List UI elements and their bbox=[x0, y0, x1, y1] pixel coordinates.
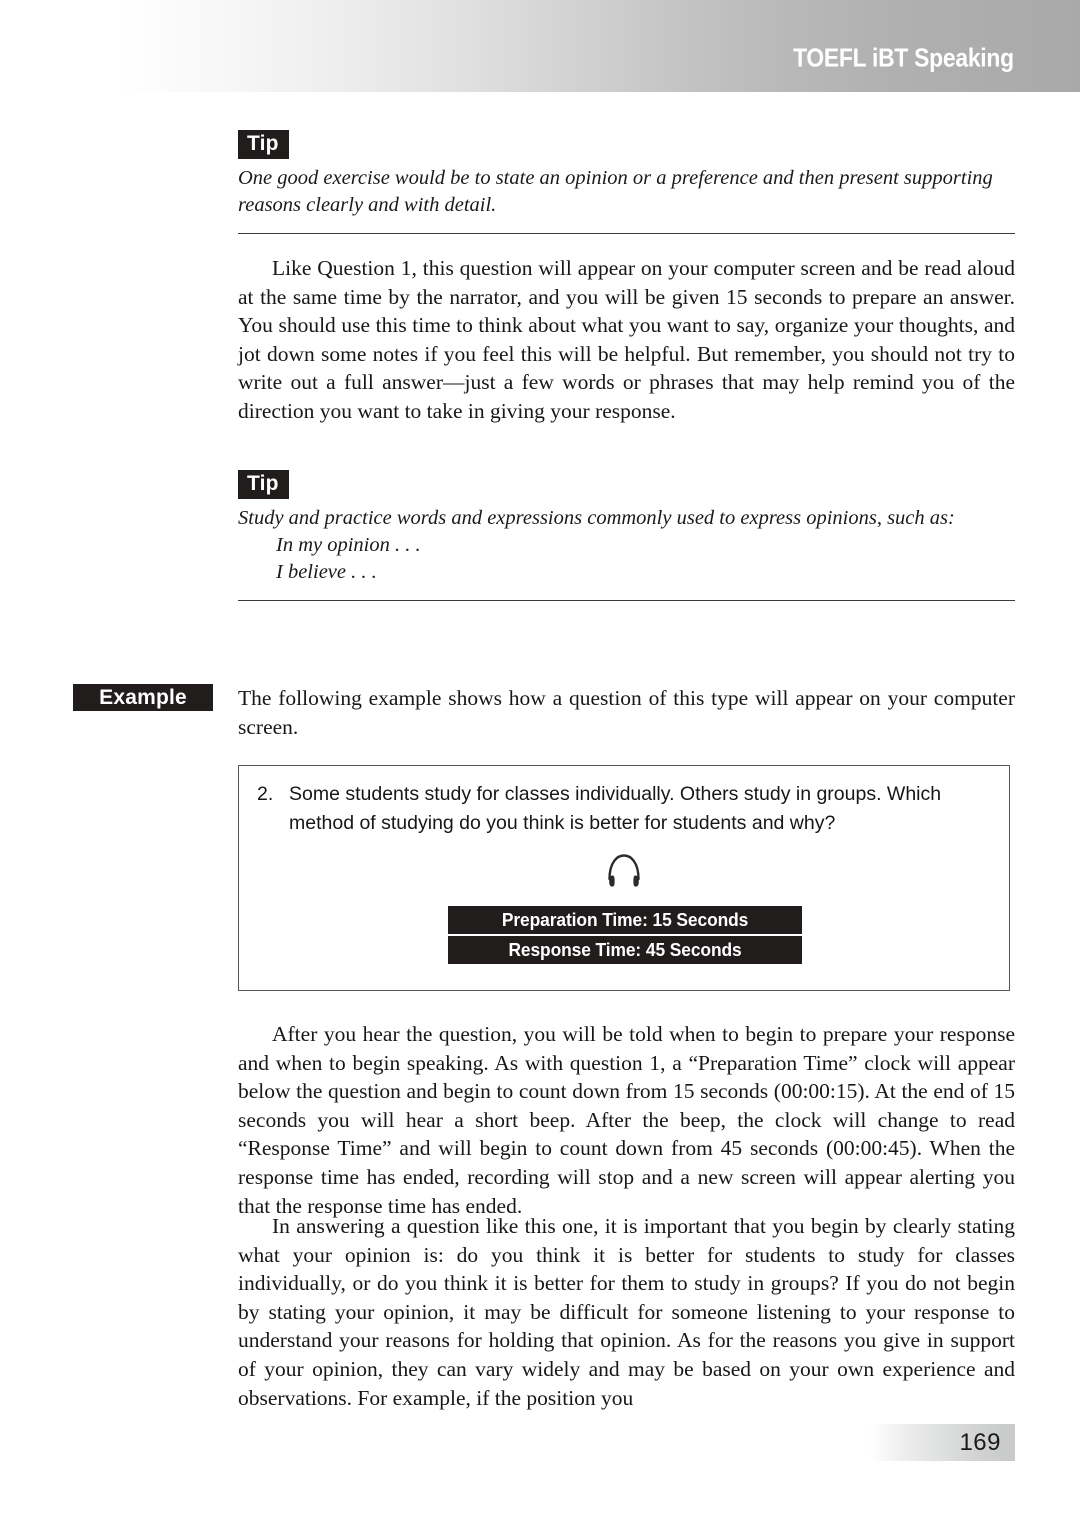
tip-divider bbox=[238, 233, 1015, 234]
paragraph-timing-explanation: After you hear the question, you will be told when to begin to prepare your response and when to begin speaking. As with question 1, a “Preparation Time” clock will appear below the question and begin to count down from 15 seconds (00:00:15). At the end of 15 seconds you will hear a short beep. After the beep, the clock will change to read “Response Time” and will begin to count down from 45 seconds (00:00:45). When the response time has ended, recording will stop and a new screen will appear alerting you that the response time has ended. bbox=[238, 1022, 1015, 1218]
question-number: 2. bbox=[257, 783, 274, 805]
paragraph-example-intro: The following example shows how a question of this type will appear on your computer screen. bbox=[238, 686, 1015, 739]
tip-body: Study and practice words and expressions commonly used to express opinions, such as: bbox=[238, 507, 955, 529]
tip-divider bbox=[238, 600, 1015, 601]
response-time-bar bbox=[448, 936, 802, 964]
tip-example-phrase-2: I believe . . . bbox=[276, 561, 377, 583]
headphones-icon bbox=[601, 848, 647, 894]
question-text: Some students study for classes individually. Others study in groups. Which method of studying do you think is better for students and why? bbox=[289, 783, 942, 834]
preparation-time-label: Preparation Time: 15 Seconds bbox=[501, 909, 749, 930]
example-question-screen bbox=[238, 765, 1010, 991]
page-footer bbox=[870, 1424, 1015, 1461]
timer-stack bbox=[448, 906, 802, 964]
question-row bbox=[257, 780, 987, 838]
paragraph-intro: Like Question 1, this question will appear on your computer screen and be read aloud at the same time by the narrator, and you will be given 15 seconds to prepare an answer. You should use this time to think about what you want to say, organize your thoughts, and jot down some notes if you feel this will be helpful. But remember, you should not try to write out a full answer—just a few words or phrases that may help remind you of the direction you want to take in giving your response. bbox=[238, 256, 1015, 423]
tip-block-2 bbox=[238, 470, 1015, 601]
tip-example-phrase-1: In my opinion . . . bbox=[276, 534, 421, 556]
preparation-time-bar bbox=[448, 906, 802, 934]
paragraph-answering-advice: In answering a question like this one, it is important that you begin by clearly stating what your opinion is: do you think it is better for students to study for classes individually, or do you think it is better for them to study in groups? If you do not begin by stating your opinion, it may be difficult for someone listening to your response to understand your reasons for holding that opinion. As for the reasons you give in support of your opinion, they can vary widely and may be based on your own experience and observations. For example, if the position you bbox=[238, 1214, 1015, 1410]
tip-body: One good exercise would be to state an opinion or a preference and then present supporting reasons clearly and with detail. bbox=[238, 167, 993, 216]
tip-label: Tip bbox=[238, 130, 289, 159]
tip-label: Tip bbox=[238, 470, 289, 499]
response-time-label: Response Time: 45 Seconds bbox=[508, 939, 742, 960]
page-header-title: TOEFL iBT Speaking bbox=[793, 42, 1014, 73]
page-number: 169 bbox=[959, 1429, 1001, 1456]
example-label: Example bbox=[73, 684, 213, 711]
tip-block-1 bbox=[238, 130, 1015, 234]
page-header bbox=[0, 0, 1080, 92]
